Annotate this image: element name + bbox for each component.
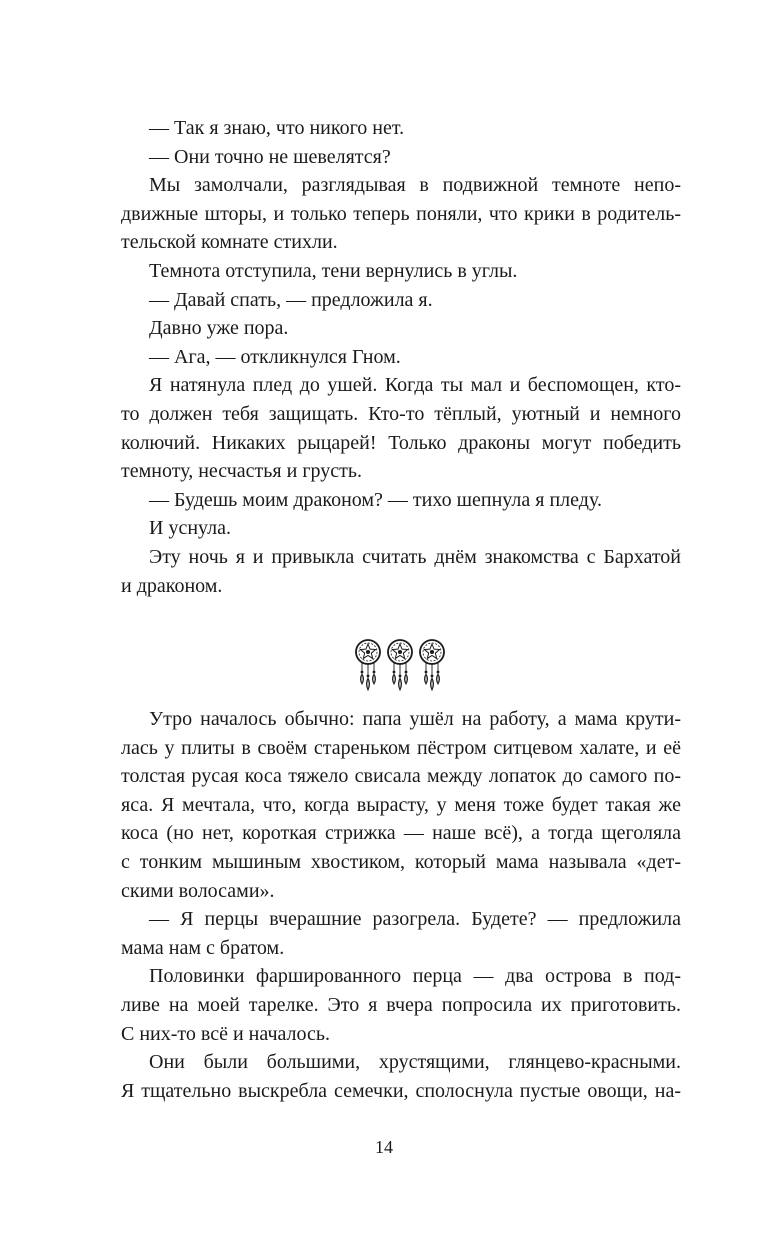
text-block-morning <box>121 705 681 1105</box>
text-line: лась у плиты в своём стареньком пёстром ситцевом халате, и её <box>121 736 681 759</box>
text-line: Темнота отступила, тени вернулись в углы. <box>149 259 518 282</box>
text-line: то должен тебя защищать. Кто-то тёплый, уютный и немного <box>121 402 681 425</box>
text-line: яса. Я мечтала, что, когда вырасту, у меня тоже будет такая же <box>121 793 681 816</box>
dreamcatcher-icon <box>356 640 380 690</box>
text-line: темноту, несчастья и грусть. <box>121 460 362 483</box>
text-line: и драконом. <box>121 574 223 597</box>
text-line: коса (но нет, короткая стрижка — наше всё), а тогда щеголяла <box>121 822 681 845</box>
text-line: с тонким мышиным хвостиком, который мама называла «дет- <box>121 850 681 873</box>
text-line: С них-то всё и началось. <box>121 1022 331 1045</box>
text-line: скими волосами». <box>121 879 275 902</box>
text-line: — Давай спать, — предложила я. <box>149 288 433 311</box>
text-block-night <box>121 114 681 600</box>
dreamcatcher-icon <box>420 640 444 690</box>
dreamcatcher-ornament <box>352 635 448 695</box>
text-line: Эту ночь я и привыкла считать днём знакомства с Бархатой <box>149 545 681 568</box>
text-line: движные шторы, и только теперь поняли, что крики в родитель- <box>121 202 681 225</box>
text-line: Половинки фаршированного перца — два острова в под- <box>149 965 681 988</box>
text-line: Давно уже пора. <box>149 317 289 340</box>
dreamcatcher-icon <box>388 640 412 690</box>
page-number: 14 <box>375 1137 393 1157</box>
text-line: Я тщательно выскребла семечки, сполоснула пустые овощи, на- <box>121 1079 681 1102</box>
text-line: колючий. Никаких рыцарей! Только драконы могут победить <box>121 431 681 454</box>
text-line: Утро началось обычно: папа ушёл на работу, а мама крути- <box>149 708 681 730</box>
text-line: Они были большими, хрустящими, глянцево-красными. <box>149 1051 681 1074</box>
text-line: — Так я знаю, что никого нет. <box>149 117 405 139</box>
text-line: мама нам с братом. <box>121 936 285 959</box>
text-line: ливе на моей тарелке. Это я вчера попросила их приготовить. <box>121 993 681 1016</box>
text-line: тельской комнате стихли. <box>121 231 338 254</box>
text-line: — Ага, — откликнулся Гном. <box>149 345 401 368</box>
text-line: Мы замолчали, разглядывая в подвижной темноте непо- <box>149 174 681 197</box>
text-line: Я натянула плед до ушей. Когда ты мал и беспомощен, кто- <box>149 374 681 397</box>
text-line: — Они точно не шевелятся? <box>149 145 391 168</box>
text-line: — Будешь моим драконом? — тихо шепнула я пледу. <box>149 488 602 511</box>
text-line: — Я перцы вчерашние разогрела. Будете? — предложила <box>149 908 681 931</box>
text-line: И уснула. <box>149 517 232 540</box>
text-line: толстая русая коса тяжело свисала между лопаток до самого по- <box>121 765 681 788</box>
